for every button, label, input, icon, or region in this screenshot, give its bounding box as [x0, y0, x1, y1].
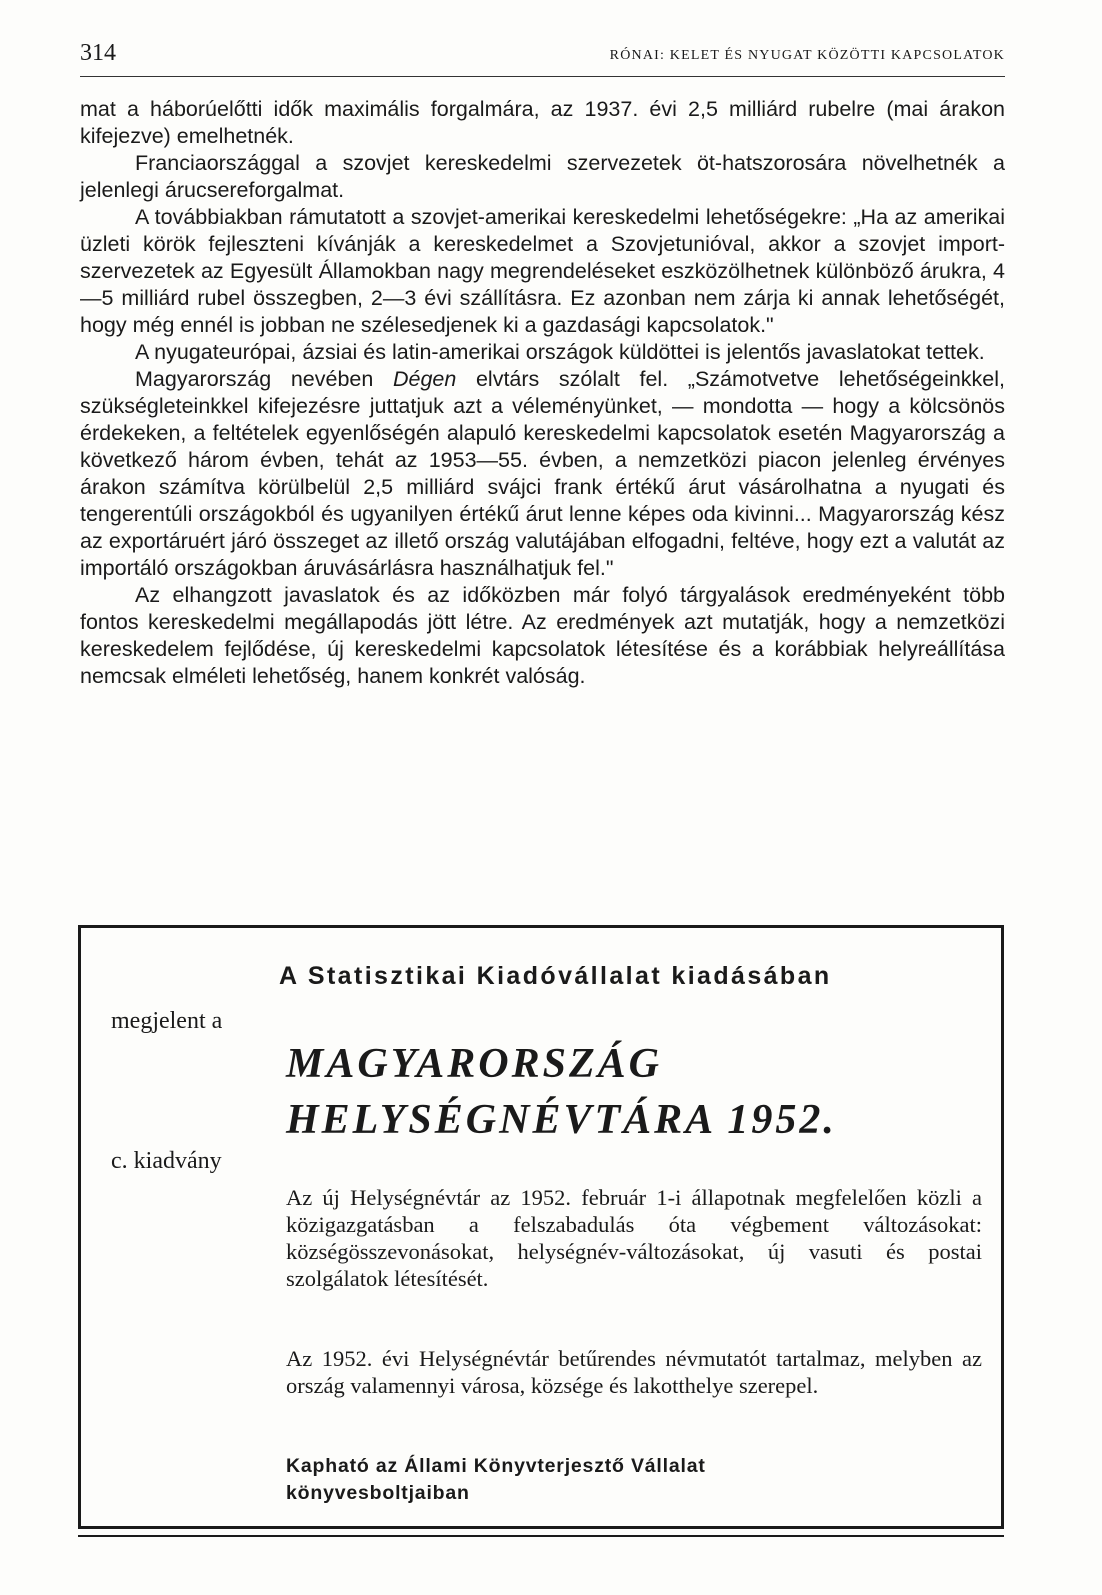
- ad-description-1: Az új Helységnévtár az 1952. február 1-i állapotnak megfelelően közli a közigazgatásban a felszabadulás óta végbement változásokat: községösszevonásokat, helységnév-változásokat, új vasuti és postai szolgálatok létesítését.: [286, 1185, 982, 1291]
- ad-title-line-1: MAGYARORSZÁG: [286, 1041, 662, 1087]
- advertisement-box: [78, 925, 1004, 1529]
- ad-publisher-line: A Statisztikai Kiadóvállalat kiadásában: [279, 962, 832, 990]
- ad-bottom-rule: [78, 1535, 1004, 1537]
- paragraph: Az elhangzott javaslatok és az időközben már folyó tárgyalások eredményeként több fontos kereskedelmi megállapodás jött létre. Az eredmények azt mutatják, hogy a nemzetközi kereskedelem fejlődése, új kereskedelmi kapcsolatok létesítése és a korábbiak helyreállítása nemcsak elméleti lehetőség, hanem konkrét valóság.: [80, 583, 1005, 688]
- paragraph: [80, 366, 1005, 582]
- paragraph: A továbbiakban rámutatott a szovjet-amerikai kereskedelmi lehetőségekre: „Ha az amerikai üzleti körök fejleszteni kívánják a kereskedelmet a Szovjetunióval, akkor a szovjet import-szervezetek az Egyesült Államokban nagy megrendeléseket eszközölhetnek különböző árukra, 4—5 milliárd rubel összegben, 2—3 évi szállításra. Ez azonban nem zárja ki annak lehetőségét, hogy még ennél is jobban ne szélesedjenek ki a gazdasági kapcsolatok.": [80, 205, 1005, 337]
- ad-title-line-2: HELYSÉGNÉVTÁRA 1952.: [286, 1097, 837, 1143]
- ad-availability-line-1: Kapható az Állami Könyvterjesztő Vállalat: [286, 1455, 706, 1477]
- ad-description-2: Az 1952. évi Helységnévtár betűrendes névmutatót tartalmaz, melyben az ország valamennyi városa, községe és lakotthelye szerepel.: [286, 1346, 982, 1398]
- speaker-name: Dégen: [392, 367, 457, 391]
- paragraph: A nyugateurópai, ázsiai és latin-amerikai országok küldöttei is jelentős javaslatokat tettek.: [135, 340, 985, 364]
- page-number: 314: [80, 40, 116, 66]
- ad-availability-line-2: könyvesboltjaiban: [286, 1482, 470, 1504]
- page-header: [80, 36, 1005, 77]
- ad-appeared-label: megjelent a: [111, 1008, 223, 1034]
- paragraph: Franciaországgal a szovjet kereskedelmi szervezetek öt-hatszorosára növelhetnék a jelenlegi árucsereforgalmat.: [80, 151, 1005, 202]
- article-body: [80, 96, 1005, 690]
- running-head: RÓNAI: KELET ÉS NYUGAT KÖZÖTTI KAPCSOLATOK: [609, 48, 1005, 63]
- paragraph-text: elvtárs szólalt fel. „Számotvetve lehetőségeinkkel, szükségleteinkkel kifejezésre juttatjuk azt a véleményünket, — mondotta — hogy a kölcsönös érdekeken, a feltételek egyenlőségén alapuló kereskedelmi kapcsolatok esetén Magyarország a következő három évben, tehát az 1953—55. évben, a nemzetközi piacon jelenleg érvényes árakon számítva körülbelül 2,5 milliárd svájci frank értékű árut vásárolhatna a nyugati és tengerentúli országokból és ugyanilyen értékű árut lenne képes oda kivinni... Magyarország kész az exportáruért járó összeget az illető ország valutájában elfogadni, feltéve, hogy ezt a valutát az importáló országokban áruvásárlásra használhatjuk fel.": [80, 367, 1006, 580]
- ad-kind-label: c. kiadvány: [111, 1148, 222, 1174]
- paragraph: mat a háborúelőtti idők maximális forgalmára, az 1937. évi 2,5 milliárd rubelre (mai árakon kifejezve) emelhetnék.: [80, 97, 1005, 148]
- ad-availability: [286, 1453, 706, 1507]
- paragraph-text: Magyarország nevében: [135, 367, 393, 391]
